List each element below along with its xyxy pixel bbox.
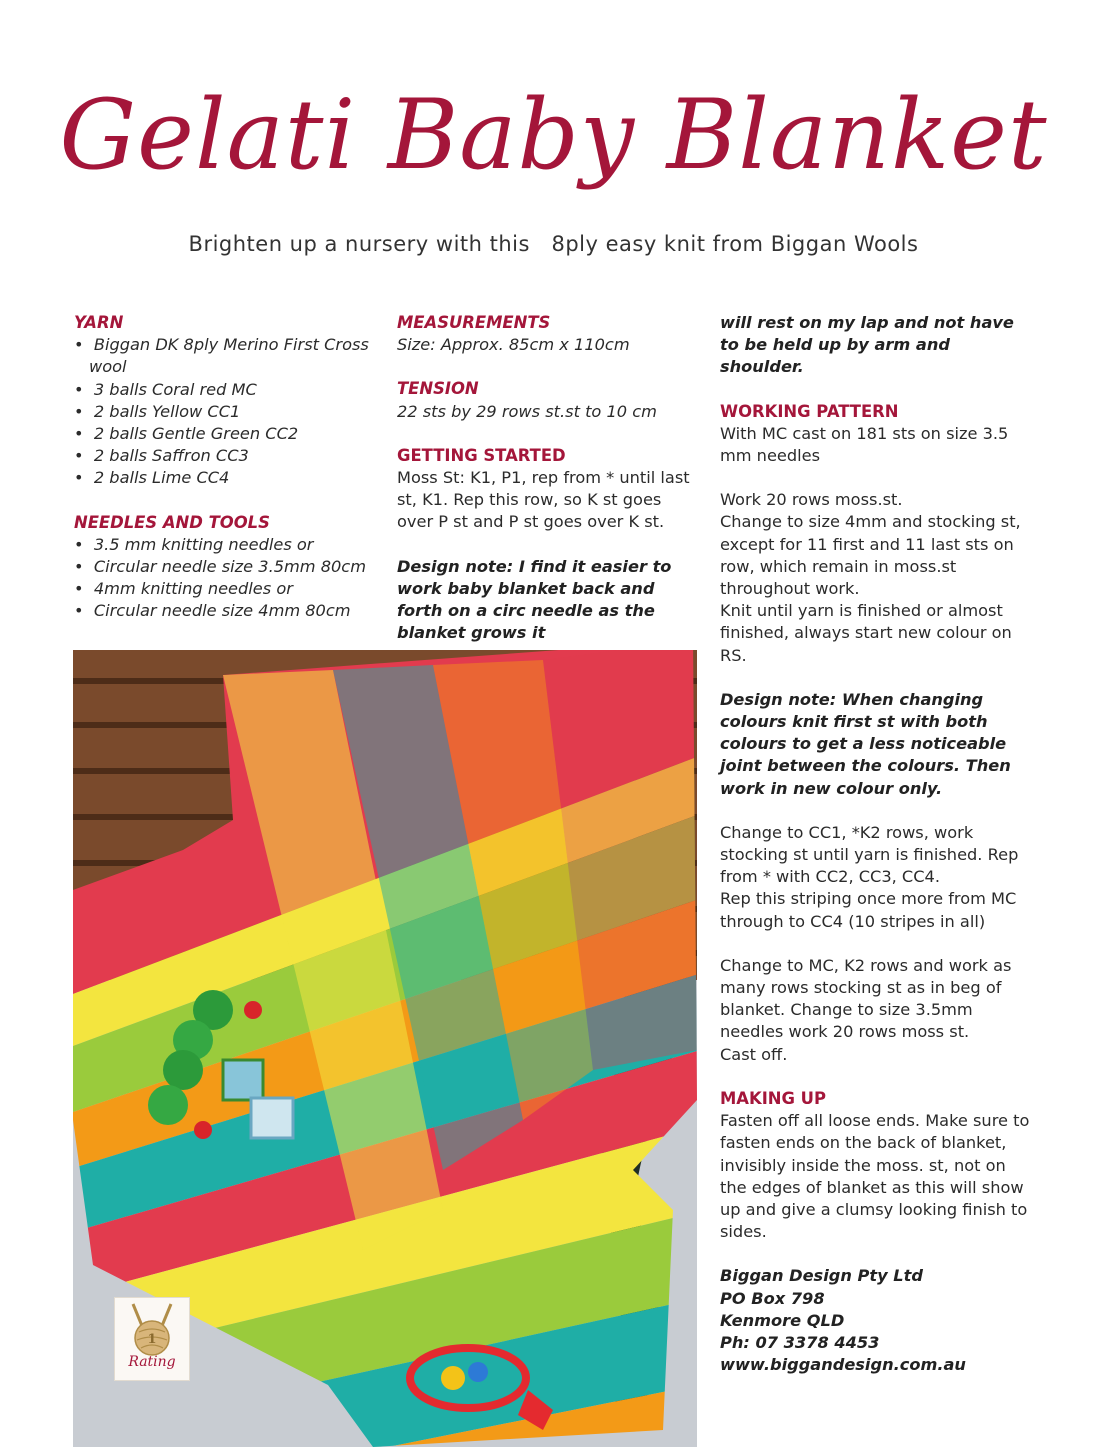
needles-heading: NEEDLES AND TOOLS (74, 512, 270, 532)
measurements-text: Size: Approx. 85cm x 110cm (397, 335, 630, 355)
making-up-heading: MAKING UP (720, 1088, 826, 1108)
toy-cube (251, 1098, 293, 1138)
list-item: • 4mm knitting needles or (74, 578, 384, 600)
needles-list (74, 534, 384, 623)
list-item: • 2 balls Saffron CC3 (74, 445, 384, 467)
pattern-paragraph: Cast off. (720, 1044, 788, 1064)
design-note-colours: Design note: When changing colours knit first st with both colours to get a less noticeable joint between the colours. Then work in new colour only. (720, 689, 1011, 798)
tension-text: 22 sts by 29 rows st.st to 10 cm (397, 401, 657, 421)
pattern-paragraph: Change to CC1, *K2 rows, work stocking st until yarn is finished. Rep from * with CC2, CC3, CC4. (720, 822, 1019, 887)
list-item: • 2 balls Lime CC4 (74, 467, 384, 489)
rating-badge (114, 1297, 190, 1381)
pattern-paragraph: Change to size 4mm and stocking st, except for 11 first and 11 last sts on row, which remain in moss.st throughout work. (720, 512, 1021, 599)
page-title: Gelati Baby Blanket (59, 79, 1048, 191)
pattern-paragraph: With MC cast on 181 sts on size 3.5 mm needles (720, 423, 1009, 466)
working-pattern-heading: WORKING PATTERN (720, 401, 899, 421)
toy-cube (223, 1060, 263, 1100)
column-specs (397, 312, 697, 644)
website-link[interactable]: www.biggandesign.com.au (720, 1355, 966, 1375)
list-item: • Biggan DK 8ply Merino First Cross wool (74, 334, 384, 378)
getting-started-text: Moss St: K1, P1, rep from * until last st, K1. Rep this row, so K st goes over P st and P st goes over K st. (397, 468, 690, 532)
list-item: • 2 balls Yellow CC1 (74, 401, 384, 423)
suburb: Kenmore QLD (720, 1310, 845, 1330)
po-box: PO Box 798 (720, 1288, 825, 1308)
rating-label: Rating (128, 1354, 176, 1370)
column-pattern (720, 312, 1030, 1376)
pattern-paragraph: Work 20 rows moss.st. (720, 490, 903, 510)
company-name: Biggan Design Pty Ltd (720, 1266, 923, 1286)
design-note-continued: will rest on my lap and not have to be held up by arm and shoulder. (720, 313, 1014, 377)
list-item: • Circular needle size 4mm 80cm (74, 600, 384, 622)
tension-heading: TENSION (397, 379, 479, 399)
contact-address (720, 1265, 1030, 1376)
yarn-ball-icon (115, 1298, 189, 1358)
yarn-heading: YARN (74, 313, 124, 332)
pattern-paragraph: Rep this striping once more from MC through to CC4 (10 stripes in all) (720, 889, 1017, 931)
making-up-text: Fasten off all loose ends. Make sure to fasten ends on the back of blanket, invisibly inside the moss. st, not on the edges of blanket as this will show up and give a clumsy looking finish to sides. (720, 1111, 1030, 1242)
design-note: Design note: I find it easier to work baby blanket back and forth on a circ needle as the blanket grows it (397, 556, 672, 643)
list-item: • Circular needle size 3.5mm 80cm (74, 556, 384, 578)
yarn-list (74, 334, 384, 489)
measurements-heading: MEASUREMENTS (397, 313, 551, 332)
list-item: • 2 balls Gentle Green CC2 (74, 423, 384, 445)
column-materials (74, 312, 384, 623)
list-item: • 3 balls Coral red MC (74, 379, 384, 401)
pattern-paragraph: Change to MC, K2 rows and work as many rows stocking st as in beg of blanket. Change to size 3.5mm needles work 20 rows moss st. (720, 955, 1012, 1042)
getting-started-heading: GETTING STARTED (397, 445, 566, 465)
phone: Ph: 07 3378 4453 (720, 1332, 880, 1352)
rating-level: 1 (147, 1332, 157, 1347)
page-subtitle: Brighten up a nursery with this 8ply easy knit from Biggan Wools (188, 232, 919, 256)
list-item: • 3.5 mm knitting needles or (74, 534, 384, 556)
pattern-paragraph: Knit until yarn is finished or almost finished, always start new colour on RS. (720, 601, 1012, 665)
